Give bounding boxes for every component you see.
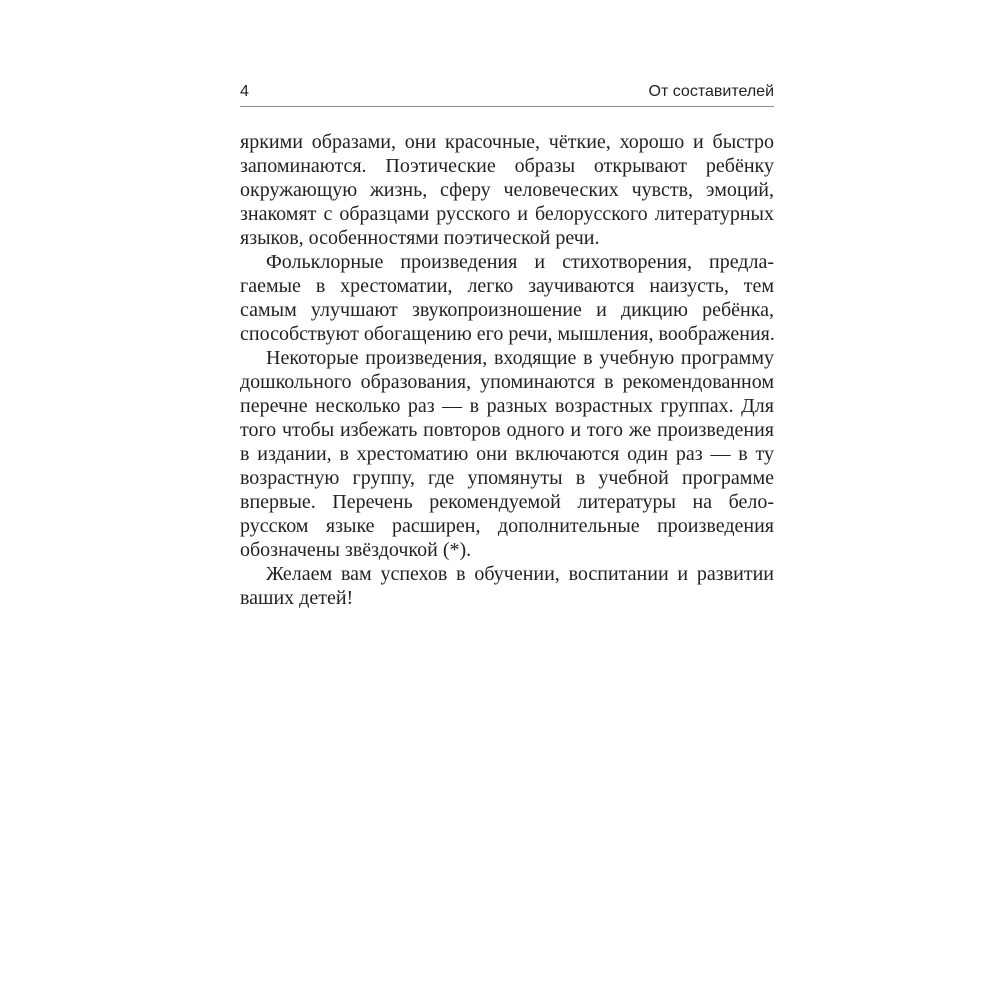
paragraph-3 [240,346,774,562]
text-line: Фольклорные произведения и стихотворения, предла- [266,251,774,273]
paragraph-1 [240,130,774,250]
running-header [240,80,774,104]
text-line: того чтобы избежать повторов одного и того же произведения [240,419,774,441]
text-line: запоминаются. Поэтические образы открывают ребёнку [240,155,774,177]
text-line: в издании, в хрестоматию они включаются один раз — в ту [240,443,774,465]
text-line: знакомят с образцами русского и белорусского литературных [240,203,774,225]
text-line: Желаем вам успехов в обучении, воспитании и развитии [266,563,774,585]
text-line: способствуют обогащению его речи, мышления, воображения. [240,323,775,345]
text-line: ваших детей! [240,587,354,609]
body-text [240,130,774,610]
text-line: возрастную группу, где упомянуты в учебной программе [240,467,774,489]
text-line: Некоторые произведения, входящие в учебную программу [266,347,774,369]
text-line: окружающую жизнь, сферу человеческих чувств, эмоций, [240,179,774,201]
text-line: перечне несколько раз — в разных возрастных группах. Для [240,395,774,417]
text-line: впервые. Перечень рекомендуемой литературы на бело- [240,491,774,513]
page-number: 4 [240,83,249,100]
text-line: яркими образами, они красочные, чёткие, хорошо и быстро [240,131,774,153]
text-line: обозначены звёздочкой (*). [240,539,472,561]
header-rule [240,106,774,107]
section-title: От составителей [648,83,774,100]
text-line: дошкольного образования, упоминаются в рекомендованном [240,371,774,393]
text-line: самым улучшают звукопроизношение и дикцию ребёнка, [240,299,774,321]
paragraph-4 [240,562,774,610]
text-line: русском языке расширен, дополнительные произведения [240,515,774,537]
text-line: языков, особенностями поэтической речи. [240,227,600,249]
paragraph-2 [240,250,774,346]
text-line: гаемые в хрестоматии, легко заучиваются наизусть, тем [240,275,774,297]
